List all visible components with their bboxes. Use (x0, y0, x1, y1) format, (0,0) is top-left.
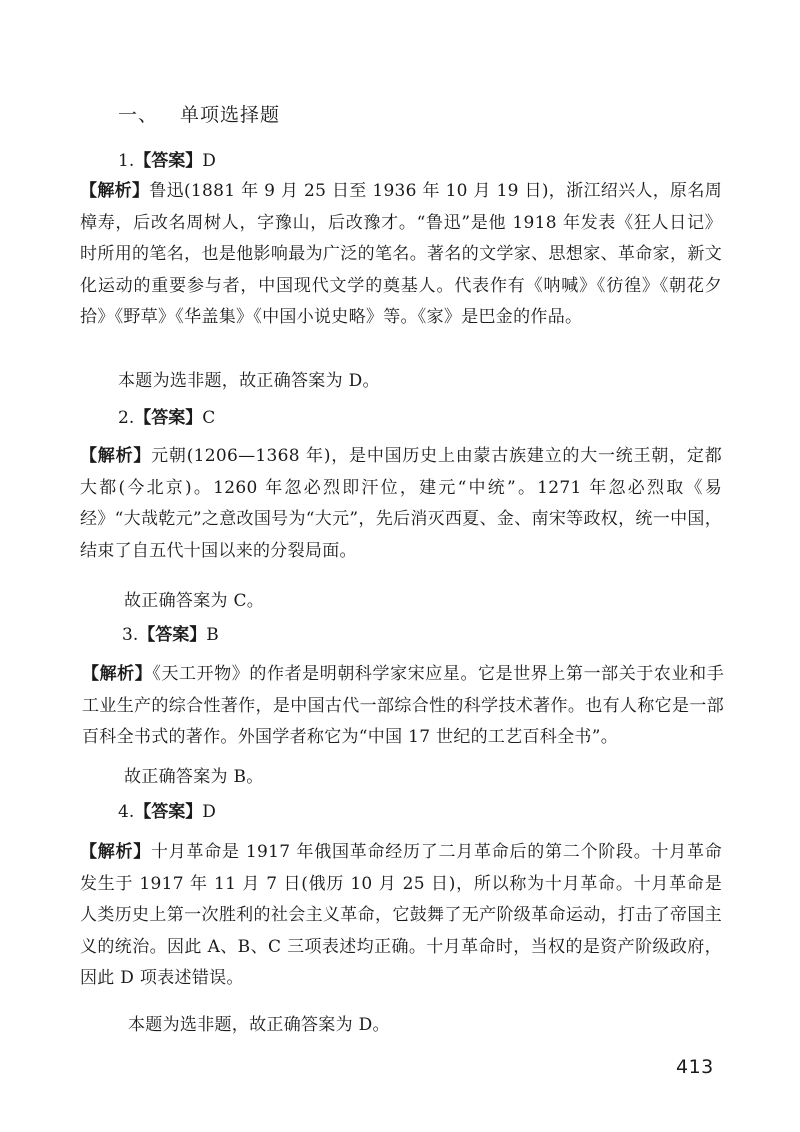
section-title: 单项选择题 (180, 104, 281, 126)
question-2-answer-label (118, 406, 215, 430)
analysis-text: 十月革命是 1917 年俄国革命经历了二月革命后的第二个阶段。十月革命发生于 1917 年 11 月 7 日(俄历 10 月 25 日)，所以称为十月革命。十月革命是人类历史上第一次胜利的社会主义革命，它鼓舞了无产阶级革命运动，打击了帝国主义的统治。因此 A、B、C 三项表述均正确。十月革命时，当权的是资产阶级政府，因此 D 项表述错误。 (80, 842, 722, 988)
analysis-tag: 【解析】 (80, 842, 151, 862)
question-4-analysis (80, 837, 722, 995)
question-3-answer-label (122, 623, 219, 647)
question-2-analysis (80, 441, 722, 567)
analysis-text: 《天工开物》的作者是明朝科学家宋应星。它是世界上第一部关于农业和手工业生产的综合性著作，是中国古代一部综合性的科学技术著作。也有人称它是一部百科全书式的著作。外国学者称它为“中国 17 世纪的工艺百科全书”。 (82, 664, 724, 747)
question-4-answer-label (118, 800, 216, 824)
answer-tag: 【答案】 (134, 408, 203, 428)
question-number: 4. (118, 802, 135, 822)
answer-tag: 【答案】 (138, 625, 207, 645)
question-2-conclusion: 故正确答案为 C。 (124, 591, 265, 611)
question-3-conclusion: 故正确答案为 B。 (124, 767, 264, 787)
question-number: 1. (118, 151, 135, 171)
question-3-analysis (82, 659, 724, 754)
analysis-tag: 【解析】 (80, 181, 150, 201)
analysis-text: 元朝(1206—1368 年)，是中国历史上由蒙古族建立的大一统王朝，定都大都(今北京)。1260 年忽必烈即汗位，建元“中统”。1271 年忽必烈取《易经》“大哉乾元”之意改国号为“大元”，先后消灭西夏、金、南宋等政权，统一中国，结束了自五代十国以来的分裂局面。 (80, 446, 723, 561)
page-number: 413 (676, 1056, 714, 1078)
answer-tag: 【答案】 (134, 151, 203, 171)
question-1-answer-label (118, 149, 216, 173)
answer-tag: 【答案】 (134, 802, 203, 822)
section-heading (118, 100, 280, 127)
question-number: 3. (122, 625, 139, 645)
question-number: 2. (118, 408, 135, 428)
analysis-tag: 【解析】 (80, 446, 152, 466)
answer-value: D (202, 151, 216, 171)
question-1-analysis (80, 176, 722, 334)
answer-value: C (202, 408, 216, 428)
analysis-tag: 【解析】 (82, 664, 153, 684)
question-4-conclusion: 本题为选非题，故正确答案为 D。 (128, 1015, 390, 1035)
answer-value: B (206, 625, 219, 645)
section-number: 一、 (118, 104, 159, 126)
analysis-text: 鲁迅(1881 年 9 月 25 日至 1936 年 10 月 19 日)，浙江绍兴人，原名周樟寿，后改名周树人，字豫山，后改豫才。“鲁迅”是他 1918 年发表《狂人日记》时所用的笔名，也是他影响最为广泛的笔名。著名的文学家、思想家、革命家，新文化运动的重要参与者，中国现代文学的奠基人。代表作有《呐喊》《彷徨》《朝花夕拾》《野草》《华盖集》《中国小说史略》等。《家》是巴金的作品。 (80, 181, 723, 327)
question-1-conclusion: 本题为选非题，故正确答案为 D。 (118, 371, 380, 391)
answer-value: D (202, 802, 216, 822)
